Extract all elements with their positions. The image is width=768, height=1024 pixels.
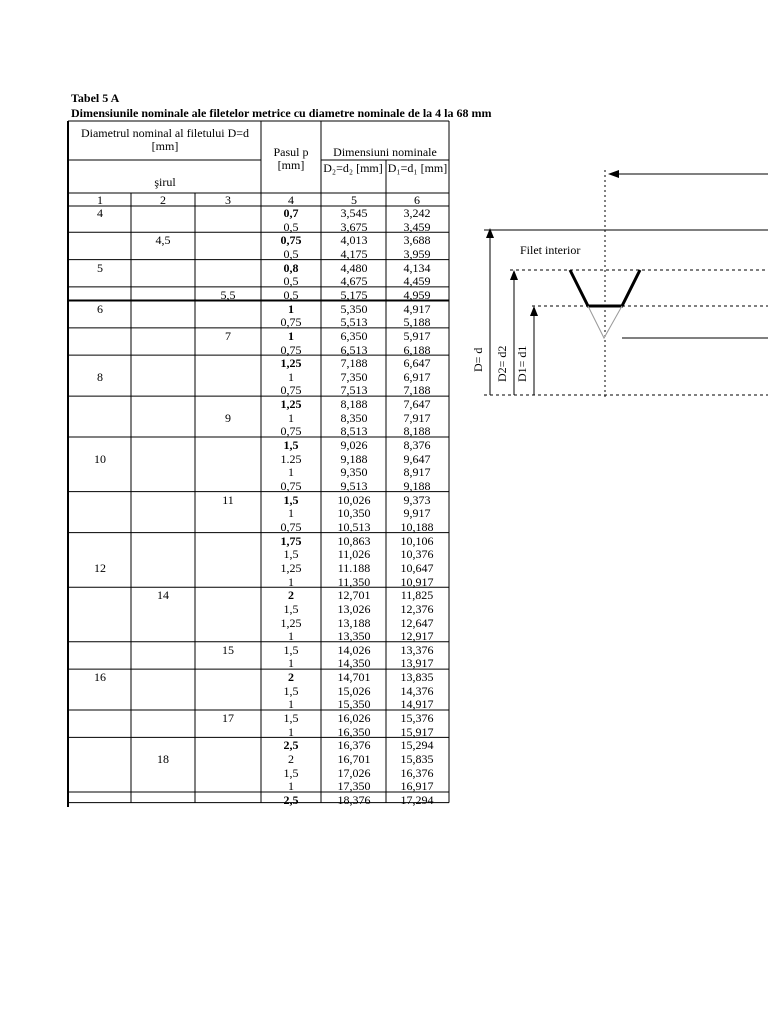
series3-cell: 11 — [222, 492, 234, 507]
pitch-cell: 1,5 — [283, 547, 299, 562]
d2-cell: 16,376 — [337, 738, 371, 753]
pitch-cell: 0,8 — [283, 260, 299, 275]
d1-cell: 10,376 — [400, 547, 434, 562]
series1-cell: 16 — [94, 670, 106, 685]
d2-cell: 10,350 — [337, 506, 371, 521]
pitch-cell: 2 — [288, 588, 294, 603]
series2-cell: 4,5 — [155, 233, 171, 248]
header-dim-nominale: Dimensiuni nominale — [333, 145, 437, 159]
d2-cell: 10,863 — [337, 533, 371, 548]
pitch-cell: 0,75 — [280, 479, 302, 493]
pitch-cell: 1,5 — [283, 765, 299, 780]
d2-cell: 9,513 — [340, 479, 368, 493]
pitch-cell: 1 — [288, 301, 294, 316]
d2-cell: 13,350 — [337, 629, 371, 644]
label-d1: D1= d1 — [515, 345, 529, 382]
d1-cell: 13,835 — [400, 670, 434, 685]
d1-cell: 15,917 — [400, 724, 434, 739]
pitch-cell: 1,5 — [283, 492, 299, 507]
d1-cell: 9,917 — [403, 506, 431, 521]
d2-cell: 3,675 — [340, 219, 368, 234]
d2-cell: 4,175 — [340, 246, 368, 261]
pitch-cell: 1 — [288, 656, 294, 671]
d2-cell: 6,513 — [340, 342, 368, 357]
label-d: D= d — [471, 347, 485, 372]
d2-cell: 13,026 — [337, 601, 371, 616]
header-d1: D₁=d₁ [mm] — [387, 161, 448, 175]
pitch-cell: 2,5 — [283, 792, 299, 807]
pitch-cell: 1 — [288, 574, 294, 589]
series2-cell: 14 — [157, 588, 169, 603]
d2-cell: 13,188 — [337, 615, 371, 630]
pitch-cell: 1,25 — [280, 615, 302, 630]
d2-cell: 18,376 — [337, 792, 371, 807]
d1-cell: 12,917 — [400, 629, 434, 644]
series3-cell: 15 — [222, 642, 234, 657]
d2-cell: 9,188 — [340, 451, 368, 466]
pitch-cell: 1.25 — [280, 451, 302, 466]
d2-cell: 14,350 — [337, 656, 371, 671]
d2-cell: 4,013 — [340, 233, 368, 248]
d1-cell: 12,647 — [400, 615, 434, 630]
pitch-cell: 0,75 — [280, 383, 302, 398]
pitch-cell: 1,25 — [280, 560, 302, 575]
d2-cell: 11,026 — [337, 547, 371, 562]
pitch-cell: 0,75 — [280, 519, 302, 534]
column-number: 6 — [414, 193, 420, 207]
d1-cell: 8,188 — [403, 424, 431, 439]
series3-cell: 5,5 — [220, 287, 236, 302]
d1-cell: 17,294 — [400, 792, 434, 807]
pitch-cell: 1,5 — [283, 711, 299, 726]
d2-cell: 15,350 — [337, 697, 371, 712]
pitch-cell: 2 — [288, 752, 294, 766]
d1-cell: 16,376 — [400, 765, 434, 780]
d2-cell: 14,026 — [337, 642, 371, 657]
column-number: 4 — [288, 193, 294, 207]
d1-cell: 5,917 — [403, 328, 431, 343]
d2-cell: 5,175 — [340, 287, 368, 302]
pitch-cell: 1,25 — [280, 356, 302, 371]
pitch-cell: 2,5 — [283, 738, 299, 753]
pitch-cell: 2 — [288, 670, 294, 685]
label-filet-interior: Filet interior — [520, 243, 581, 257]
pitch-cell: 1 — [288, 724, 294, 739]
series1-cell: 6 — [97, 301, 103, 316]
d1-cell: 4,459 — [403, 274, 431, 289]
pitch-cell: 1,5 — [283, 683, 299, 698]
pitch-cell: 1 — [288, 410, 294, 425]
header-d2: D₂=d₂ [mm] — [323, 161, 383, 175]
d1-cell: 7,647 — [403, 397, 431, 412]
d2-cell: 9,026 — [340, 438, 368, 453]
d2-cell: 3,545 — [340, 206, 368, 220]
d2-cell: 10,513 — [337, 519, 371, 534]
d2-cell: 16,026 — [337, 711, 371, 726]
pitch-cell: 0,75 — [280, 315, 302, 330]
pitch-cell: 0,75 — [280, 424, 302, 439]
series1-cell: 10 — [94, 451, 106, 466]
d2-cell: 4,480 — [340, 260, 368, 275]
d2-cell: 5,350 — [340, 301, 368, 316]
d2-cell: 11.188 — [337, 560, 371, 575]
d2-cell: 14,701 — [337, 670, 371, 685]
pitch-cell: 1,25 — [280, 397, 302, 412]
d1-cell: 14,917 — [400, 697, 434, 712]
pitch-cell: 0,75 — [280, 233, 302, 248]
d1-cell: 10,647 — [400, 560, 434, 575]
d2-cell: 7,513 — [340, 383, 368, 398]
d1-cell: 7,917 — [403, 410, 431, 425]
d1-cell: 13,376 — [400, 642, 434, 657]
d1-cell: 3,688 — [403, 233, 431, 248]
series1-cell: 4 — [97, 206, 103, 220]
pitch-cell: 1,5 — [283, 438, 299, 453]
series2-cell: 18 — [157, 752, 169, 766]
pitch-cell: 1,5 — [283, 601, 299, 616]
pitch-cell: 0,5 — [283, 287, 299, 302]
d1-cell: 14,376 — [400, 683, 434, 698]
column-number: 5 — [351, 193, 357, 207]
label-d2: D2= d2 — [495, 345, 509, 382]
series1-cell: 5 — [97, 260, 103, 275]
d1-cell: 11,825 — [400, 588, 434, 603]
pitch-cell: 1 — [288, 697, 294, 712]
d1-cell: 3,959 — [403, 246, 431, 261]
d2-cell: 17,026 — [337, 765, 371, 780]
d2-cell: 9,350 — [340, 465, 368, 480]
d2-cell: 8,513 — [340, 424, 368, 439]
series1-cell: 12 — [94, 560, 106, 575]
d2-cell: 8,350 — [340, 410, 368, 425]
d1-cell: 9,373 — [403, 492, 431, 507]
d1-cell: 6,647 — [403, 356, 431, 371]
pitch-cell: 0,7 — [283, 206, 299, 220]
header-sirul: şirul — [154, 175, 176, 189]
pitch-cell: 0,5 — [283, 246, 299, 261]
d2-cell: 7,188 — [340, 356, 368, 371]
column-number: 2 — [160, 193, 166, 207]
table-number: Tabel 5 A — [71, 91, 120, 105]
d2-cell: 16,701 — [337, 752, 371, 766]
d2-cell: 17,350 — [337, 779, 371, 794]
d1-cell: 13,917 — [400, 656, 434, 671]
d1-cell: 16,917 — [400, 779, 434, 794]
pitch-cell: 1 — [288, 779, 294, 794]
pitch-cell: 1 — [288, 629, 294, 644]
d1-cell: 10,188 — [400, 519, 434, 534]
d1-cell: 4,959 — [403, 287, 431, 302]
d1-cell: 12,376 — [400, 601, 434, 616]
d1-cell: 15,294 — [400, 738, 434, 753]
d1-cell: 4,134 — [403, 260, 431, 275]
d1-cell: 15,835 — [400, 752, 434, 766]
pitch-cell: 0,5 — [283, 274, 299, 289]
d2-cell: 11,350 — [337, 574, 371, 589]
d1-cell: 4,917 — [403, 301, 431, 316]
d2-cell: 15,026 — [337, 683, 371, 698]
pitch-cell: 1 — [288, 328, 294, 343]
column-number: 1 — [97, 193, 103, 207]
series3-cell: 17 — [222, 711, 234, 726]
d2-cell: 5,513 — [340, 315, 368, 330]
table-title: Dimensiunile nominale ale filetelor metrice cu diametre nominale de la 4 la 68 mm — [71, 106, 492, 120]
pitch-cell: 0,75 — [280, 342, 302, 357]
d1-cell: 9,647 — [403, 451, 431, 466]
header-pasul: Pasul p [mm] — [273, 145, 309, 172]
d1-cell: 7,188 — [403, 383, 431, 398]
thread-profile-diagram — [462, 160, 768, 410]
series1-cell: 8 — [97, 369, 103, 384]
d1-cell: 8,917 — [403, 465, 431, 480]
d1-cell: 6,917 — [403, 369, 431, 384]
d2-cell: 8,188 — [340, 397, 368, 412]
d1-cell: 9,188 — [403, 479, 431, 493]
d2-cell: 12,701 — [337, 588, 371, 603]
d1-cell: 3,459 — [403, 219, 431, 234]
d1-cell: 10,106 — [400, 533, 434, 548]
d1-cell: 6,188 — [403, 342, 431, 357]
d2-cell: 10,026 — [337, 492, 371, 507]
d1-cell: 5,188 — [403, 315, 431, 330]
pitch-cell: 1,5 — [283, 642, 299, 657]
d2-cell: 6,350 — [340, 328, 368, 343]
column-number: 3 — [225, 193, 231, 207]
pitch-cell: 1 — [288, 369, 294, 384]
pitch-cell: 0,5 — [283, 219, 299, 234]
pitch-cell: 1 — [288, 506, 294, 521]
d2-cell: 7,350 — [340, 369, 368, 384]
d1-cell: 10,917 — [400, 574, 434, 589]
series3-cell: 7 — [225, 328, 231, 343]
d1-cell: 15,376 — [400, 711, 434, 726]
header-diam-nominal: Diametrul nominal al filetului D=d [mm] — [80, 126, 250, 153]
d2-cell: 4,675 — [340, 274, 368, 289]
pitch-cell: 1,75 — [280, 533, 302, 548]
d1-cell: 3,242 — [403, 206, 431, 220]
d1-cell: 8,376 — [403, 438, 431, 453]
d2-cell: 16,350 — [337, 724, 371, 739]
pitch-cell: 1 — [288, 465, 294, 480]
series3-cell: 9 — [225, 410, 231, 425]
